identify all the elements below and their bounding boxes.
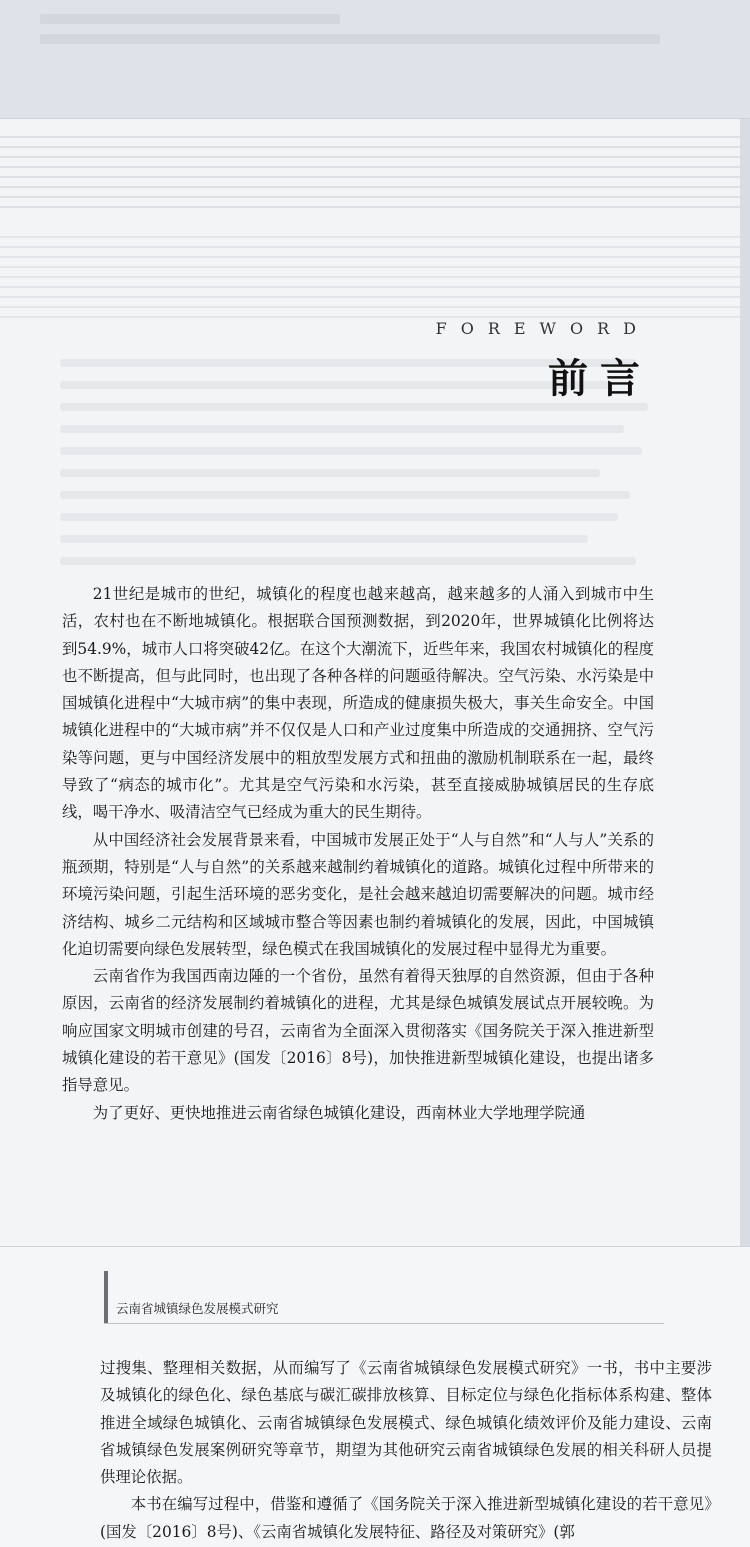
- next-page: [0, 1246, 750, 1547]
- running-head-bar: [104, 1271, 108, 1323]
- previous-page-bleed: [0, 0, 750, 118]
- paragraph: 为了更好、更快地推进云南省绿色城镇化建设，西南林业大学地理学院通: [92, 1103, 586, 1122]
- bleed-text-line: [40, 14, 340, 24]
- bleed-text-line: [40, 34, 660, 44]
- paragraph-continuation: 过搜集、整理相关数据，从而编写了《云南省城镇绿色发展模式研究》一书，书中主要涉及城镇化的绿色化、绿色基底与碳汇碳排放核算、目标定位与绿色化指标体系构建、整体推进全域绿色城镇化、云南省城镇绿色发展模式、绿色城镇化绩效评价及能力建设、云南省城镇绿色发展案例研究等章节，期望为其他研究云南省城镇绿色发展的相关科研人员提供理论依据。: [100, 1359, 712, 1487]
- paragraph: 21世纪是城市的世纪，城镇化的程度也越来越高，越来越多的人涌入到城市中生活，农村也在不断地城镇化。根据联合国预测数据，到2020年，世界城镇化比例将达到54.9%，城市人口将突破42亿。在这个大潮流下，近些年来，我国农村城镇化的程度也不断提高，但与此同时，也出现了各种各样的问题亟待解决。空气污染、水污染是中国城镇化进程中“大城市病”的集中表现，所造成的健康损失极大，事关生命安全。中国城镇化进程中的“大城市病”并不仅仅是人口和产业过度集中所造成的交通拥挤、空气污染等问题，更与中国经济发展中的粗放型发展方式和扭曲的激励机制联系在一起，最终导致了“病态的城市化”。尤其是空气污染和水污染，甚至直接威胁城镇居民的生存底线，喝干净水、吸清洁空气已经成为重大的民生期待。: [62, 585, 654, 822]
- foreword-heading-en: FOREWORD: [435, 319, 650, 338]
- page-edge: [740, 119, 750, 1247]
- paragraph: 云南省作为我国西南边陲的一个省份，虽然有着得天独厚的自然资源，但由于各种原因，云南省的经济发展制约着城镇化的进程，尤其是绿色城镇发展试点开展较晚。为响应国家文明城市创建的号召，云南省为全面深入贯彻落实《国务院关于深入推进新型城镇化建设的若干意见》(国发〔2016〕8号)，加快推进新型城镇化建设，也提出诸多指导意见。: [62, 967, 654, 1095]
- next-page-body: [100, 1355, 712, 1546]
- foreword-heading-cn: 前言: [548, 356, 652, 402]
- paragraph: 本书在编写过程中，借鉴和遵循了《国务院关于深入推进新型城镇化建设的若干意见》(国发〔2016〕8号)、《云南省城镇化发展特征、路径及对策研究》(郭: [100, 1495, 712, 1541]
- foreword-body: [62, 581, 654, 1127]
- paragraph: 从中国经济社会发展背景来看，中国城市发展正处于“人与自然”和“人与人”关系的瓶颈期，特别是“人与自然”的关系越来越制约着城镇化的道路。城镇化过程中所带来的环境污染问题，引起生活环境的恶劣变化，是社会越来越迫切需要解决的问题。城市经济结构、城乡二元结构和区域城市整合等因素也制约着城镇化的发展，因此，中国城镇化迫切需要向绿色发展转型，绿色模式在我国城镇化的发展过程中显得尤为重要。: [62, 830, 654, 958]
- foreword-page: [0, 118, 750, 1247]
- running-head-rule: [104, 1323, 664, 1324]
- running-head: 云南省城镇绿色发展模式研究: [116, 1301, 279, 1316]
